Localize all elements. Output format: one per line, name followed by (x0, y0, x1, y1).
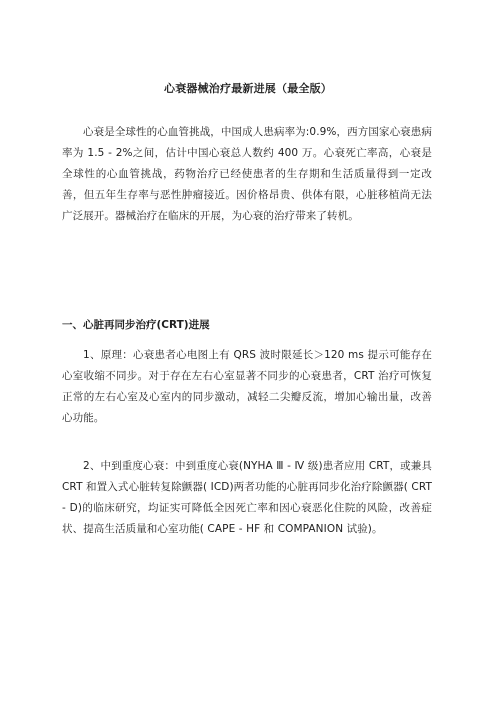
severe-hf-paragraph: 2、中到重度心衰：中到重度心衰(NYHA Ⅲ - Ⅳ 级)患者应用 CRT，或兼具 CRT 和置入式心脏转复除颤器( ICD)两者功能的心脏再同步化治疗除颤器( CRT - D)的临床研究，均证实可降低全因死亡率和因心衰恶化住院的风险，改善症状、提高生活质量和心室功能( CAPE - HF 和 COMPANION 试验)。 (62, 460, 432, 535)
intro-paragraph: 心衰是全球性的心血管挑战，中国成人患病率为:0.9%，西方国家心衰患病率为 1.5 - 2%之间，估计中国心衰总人数约 400 万。心衰死亡率高，心衰是全球性的心血管挑战，药物治疗已经使患者的生存期和生活质量得到一定改善，但五年生存率与恶性肿瘤接近。因价格昂贵、供体有限，心脏移植尚无法广泛展开。器械治疗在临床的开展，为心衰的治疗带来了转机。 (62, 126, 432, 222)
document-title: 心衰器械治疗最新进展（最全版） (164, 82, 332, 95)
principle-paragraph: 1、原理：心衰患者心电图上有 QRS 波时限延长＞120 ms 提示可能存在心室收缩不同步。对于存在左右心室显著不同步的心衰患者，CRT 治疗可恢复正常的左右心室及心室内的同步激动，减轻二尖瓣反流，增加心输出量，改善心功能。 (62, 349, 432, 424)
section-heading: 一、心脏再同步治疗(CRT)进展 (62, 319, 210, 331)
